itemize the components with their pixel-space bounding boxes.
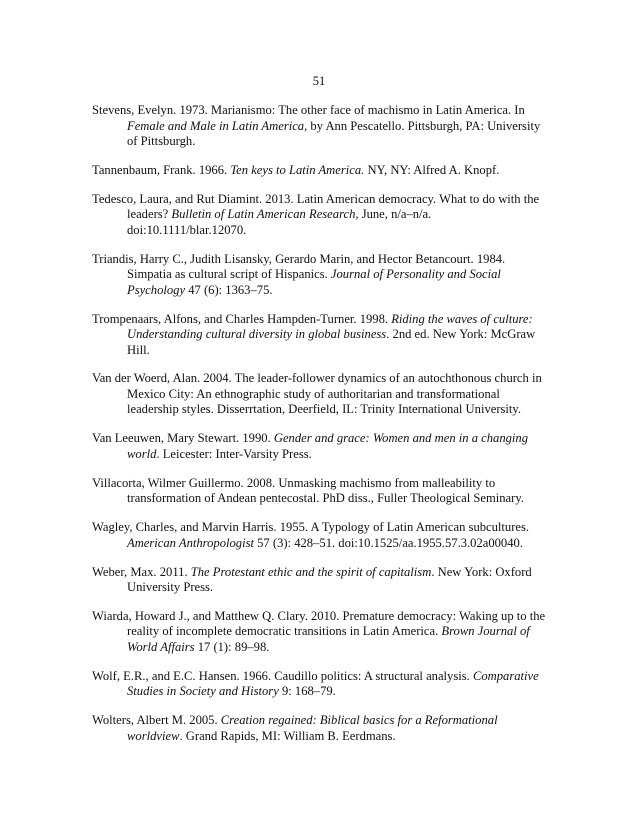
entry-text: Villacorta, Wilmer Guillermo. 2008. Unmasking machismo from malleability to transformation of Andean pentecostal. PhD diss., Fuller Theological Seminary. [92, 475, 524, 506]
entry-title: The Protestant ethic and the spirit of capitalism [190, 564, 432, 579]
entry-title: Brown Journal of World Affairs [127, 624, 530, 654]
bibliography-entry [92, 431, 552, 462]
bibliography-entry [92, 163, 552, 179]
entry-text: Triandis, Harry C., Judith Lisansky, Gerardo Marin, and Hector Betancourt. 1984. Simpatia as cultural script of Hispanics. [92, 251, 506, 282]
entry-title: American Anthropologist [127, 535, 254, 550]
entry-text: , by Ann Pescatello. Pittsburgh, PA: University of Pittsburgh. [127, 118, 541, 148]
entry-text: Tannenbaum, Frank. 1966. [92, 162, 231, 177]
entry-title: Comparative Studies in Society and History [127, 668, 539, 699]
entry-title: Journal of Personality and Social Psychology [127, 267, 501, 297]
bibliography-entry [92, 565, 552, 596]
bibliography-entry [92, 476, 552, 507]
bibliography-entry [92, 252, 552, 299]
entry-text: Weber, Max. 2011. [92, 564, 191, 579]
entry-text: Wiarda, Howard J., and Matthew Q. Clary. 2010. Premature democracy: Waking up to the reality of incomplete democratic transitions in Latin America. [92, 608, 546, 639]
page-number: 51 [312, 74, 326, 88]
entry-text: . New York: Oxford University Press. [127, 564, 532, 595]
bibliography-entry [92, 669, 552, 700]
entry-text: . Grand Rapids, MI: William B. Eerdmans. [179, 728, 396, 743]
entry-text: Tedesco, Laura, and Rut Diamint. 2013. Latin American democracy. What to do with the leaders? [92, 191, 540, 222]
entry-title: Bulletin of Latin American Research [171, 207, 356, 222]
bibliography-list [92, 103, 552, 758]
entry-title: Gender and grace: Women and men in a changing world [127, 431, 529, 461]
bibliography-entry [92, 609, 552, 656]
entry-text: . 2nd ed. New York: McGraw Hill. [127, 327, 536, 357]
entry-text: Trompenaars, Alfons, and Charles Hampden-Turner. 1998. [92, 311, 392, 326]
bibliography-entry [92, 713, 552, 744]
entry-text: NY, NY: Alfred A. Knopf. [364, 162, 500, 177]
entry-text: Van Leeuwen, Mary Stewart. 1990. [92, 431, 274, 446]
entry-text: 17 (1): 89–98. [194, 639, 270, 654]
entry-text: Wolf, E.R., and E.C. Hansen. 1966. Caudillo politics: A structural analysis. [92, 668, 473, 683]
entry-title: Riding the waves of culture: Understanding cultural diversity in global business [127, 311, 533, 342]
entry-title: Ten keys to Latin America. [230, 162, 365, 177]
entry-text: 57 (3): 428–51. doi:10.1525/aa.1955.57.3.02a00040. [253, 535, 523, 550]
entry-text: Wolters, Albert M. 2005. [92, 713, 221, 728]
bibliography-entry [92, 192, 552, 239]
entry-text: Stevens, Evelyn. 1973. Marianismo: The other face of machismo in Latin America. In [92, 103, 525, 117]
bibliography-entry [92, 520, 552, 551]
entry-text: . Leicester: Inter-Varsity Press. [156, 446, 312, 461]
bibliography-entry [92, 103, 552, 150]
entry-text: 47 (6): 1363–75. [185, 282, 273, 297]
entry-text: Van der Woerd, Alan. 2004. The leader-follower dynamics of an autochthonous church in Mexico City: An ethnographic study of authoritarian and transformational leadership styles. Disserrtation, Deerfield, IL: Trinity International University. [92, 371, 542, 417]
entry-text: Wagley, Charles, and Marvin Harris. 1955. A Typology of Latin American subcultures. [92, 520, 530, 535]
bibliography-entry [92, 371, 552, 418]
entry-text: 9: 168–79. [278, 684, 336, 699]
entry-title: Female and Male in Latin America [127, 118, 305, 133]
bibliography-entry [92, 312, 552, 359]
entry-title: Creation regained: Biblical basics for a Reformational worldview [127, 713, 498, 743]
entry-text: , June, n/a–n/a. doi:10.1111/blar.12070. [127, 207, 432, 237]
